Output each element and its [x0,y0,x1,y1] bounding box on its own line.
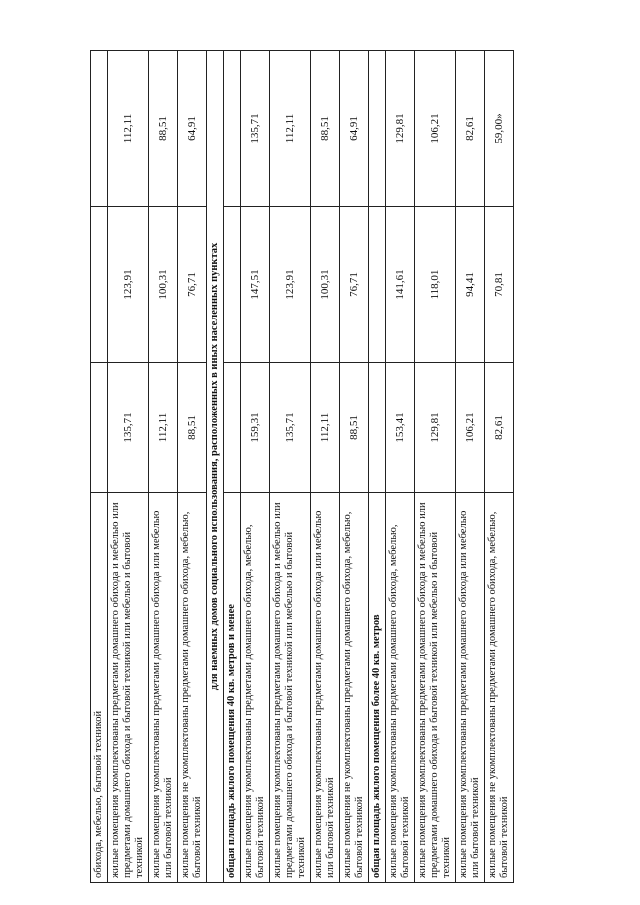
subheading: общая площадь жилого помещения более 40 кв. метров [369,493,386,883]
cell-value-1: 112,11 [311,363,340,493]
table-row [311,51,340,883]
cell-value-3: 64,91 [178,51,207,207]
empty-cell [224,207,241,363]
cell-value-2: 123,91 [270,207,311,363]
row-label: жилые помещения укомплектованы предметами домашнего обихода или мебелью или бытовой техникой [149,493,178,883]
empty-cell [369,51,386,207]
cell-value-1: 135,71 [270,363,311,493]
row-label: жилые помещения укомплектованы предметами домашнего обихода и мебелью или предметами домашнего обихода и бытовой техникой или мебелью и бытовой техникой [108,493,149,883]
table-row [91,51,108,883]
row-label: жилые помещения укомплектованы предметами домашнего обихода, мебелью, бытовой техникой [386,493,415,883]
cell-value-3: 135,71 [241,51,270,207]
row-label: жилые помещения укомплектованы предметами домашнего обихода или мебелью или бытовой техникой [456,493,485,883]
section-row [207,51,224,883]
cell-value-2: 118,01 [415,207,456,363]
cell-value-2: 100,31 [311,207,340,363]
cell-value-3: 59,00» [485,51,514,207]
table-row [108,51,149,883]
cell-value-1: 106,21 [456,363,485,493]
row-label: жилые помещения укомплектованы предметами домашнего обихода и мебелью или предметами домашнего обихода и бытовой техникой или мебелью и бытовой техникой [415,493,456,883]
table-row [149,51,178,883]
table-row [415,51,456,883]
row-label: жилые помещения укомплектованы предметами домашнего обихода, мебелью, бытовой техникой [241,493,270,883]
cell-value-3: 129,81 [386,51,415,207]
row-label: обихода, мебелью, бытовой техникой [91,493,108,883]
cell-value-3: 64,91 [340,51,369,207]
empty-cell [224,51,241,207]
cell-value-3 [91,51,108,207]
cell-value-2: 76,71 [340,207,369,363]
table-row [456,51,485,883]
cell-value-3: 88,51 [311,51,340,207]
cell-value-1: 112,11 [149,363,178,493]
table-row [386,51,415,883]
table-row [340,51,369,883]
row-label: жилые помещения не укомплектованы предметами домашнего обихода, мебелью, бытовой техникой [340,493,369,883]
cell-value-3: 88,51 [149,51,178,207]
cell-value-1: 88,51 [340,363,369,493]
row-label: жилые помещения укомплектованы предметами домашнего обихода и мебелью или предметами домашнего обихода и бытовой техникой или мебелью и бытовой техникой [270,493,311,883]
cell-value-1: 135,71 [108,363,149,493]
section-heading: для наемных домов социального использования, расположенных в иных населенных пунктах [207,51,224,883]
cell-value-2: 76,71 [178,207,207,363]
cell-value-1: 129,81 [415,363,456,493]
empty-cell [224,363,241,493]
subheading-row [369,51,386,883]
cell-value-1: 88,51 [178,363,207,493]
cell-value-3: 112,11 [108,51,149,207]
cell-value-1: 82,61 [485,363,514,493]
table-row [270,51,311,883]
cell-value-2: 70,81 [485,207,514,363]
cell-value-3: 82,61 [456,51,485,207]
cell-value-1 [91,363,108,493]
rates-table-body [91,51,514,883]
row-label: жилые помещения не укомплектованы предметами домашнего обихода, мебелью, бытовой техникой [485,493,514,883]
table-row [241,51,270,883]
subheading-row [224,51,241,883]
cell-value-1: 159,31 [241,363,270,493]
rates-table [90,50,514,883]
empty-cell [369,207,386,363]
cell-value-2: 123,91 [108,207,149,363]
cell-value-2: 147,51 [241,207,270,363]
table-row [485,51,514,883]
cell-value-3: 106,21 [415,51,456,207]
cell-value-2: 141,61 [386,207,415,363]
row-label: жилые помещения укомплектованы предметами домашнего обихода или мебелью или бытовой техникой [311,493,340,883]
cell-value-2 [91,207,108,363]
row-label: жилые помещения не укомплектованы предметами домашнего обихода, мебелью, бытовой техникой [178,493,207,883]
subheading: общая площадь жилого помещения 40 кв. метров и менее [224,493,241,883]
empty-cell [369,363,386,493]
cell-value-3: 112,11 [270,51,311,207]
cell-value-2: 94,41 [456,207,485,363]
cell-value-2: 100,31 [149,207,178,363]
table-row [178,51,207,883]
cell-value-1: 153,41 [386,363,415,493]
